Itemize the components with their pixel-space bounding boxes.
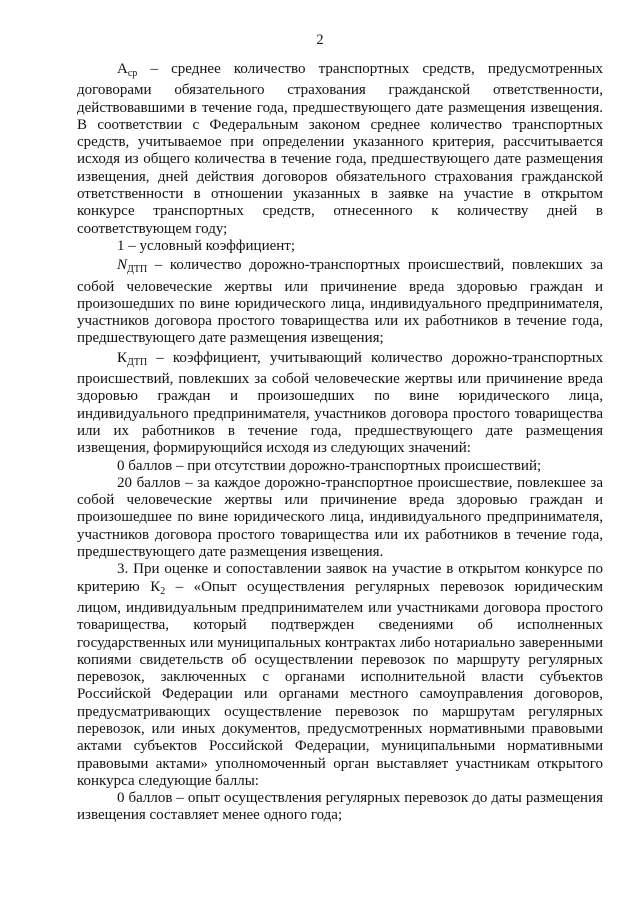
paragraph-criterion-k2: 3. При оценке и сопоставлении заявок на участие в открытом конкурсе по критерию $К_2$ – «Опыт осуществления регулярных перевозок юридическим лицом, индивидуальным предпринимателем или участниками договора простого товарищества, который подтвержден сведениями об исполненных государственных или муниципальных контрактах либо нотариально заверенными копиями свидетельств об осуществлении перевозок по маршруту регулярных перевозок, заключенных с органами исполнительной власти субъектов Российской Федерации или органами местного самоуправления договоров, предусматривающих осуществление перевозок по маршрутам регулярных перевозок, или иных документов, предусмотренных нормативными правовыми актами субъектов Российской Федерации, муниципальными нормативными правовыми актами» уполномоченный орган выставляет участникам открытого конкурса следующие баллы: [77,561,603,789]
paragraph-n-dtp: $N_{ДТП}$ – количество дорожно-транспортных происшествий, повлекших за собой человеческие жертвы или причинение вреда здоровью граждан и произошедших по вине юридического лица, индивидуального предпринимателя, участников договора простого товарищества или их работников в течение года, предшествующего дате размещения извещения; [77,257,603,347]
page-number: 2 [316,32,324,48]
symbol-k2-subscript: 2 [160,585,166,597]
paragraph-twenty-points: 20 баллов – за каждое дорожно-транспортное происшествие, повлекшее за собой человеческие жертвы или причинение вреда здоровью граждан и произошедшее по вине юридического лица, индивидуального предпринимателя, участников договора простого товарищества или их работников в течение года, предшествующего дате размещения извещения. [77,474,603,561]
symbol-a-avg: $A_{ср}$ [117,61,138,79]
document-body [77,61,603,825]
paragraph-a-avg: $A_{ср}$ – среднее количество транспортных средств, предусмотренных договорами обязательного страхования гражданской ответственности, действовавшими в течение года, предшествующего дате размещения извещения. В соответствии с Федеральным законом среднее количество транспортных средств, учитываемое при определении указанного критерия, рассчитывается исходя из общего количества в течение года, предшествующего дате размещения извещения, дней действия договоров обязательного страхования гражданской ответственности в отношении указанных в заявке на участие в открытом конкурсе транспортных средств, отнесенного к количеству дней в соответствующем году; [77,61,603,237]
paragraph-zero-points-no-accidents: 0 баллов – при отсутствии дорожно-транспортных происшествий; [117,457,542,474]
paragraph-zero-points-experience: 0 баллов – опыт осуществления регулярных перевозок до даты размещения извещения составляет менее одного года; [77,790,603,824]
paragraph-conditional-coefficient: 1 – условный коэффициент; [117,237,296,254]
symbol-n-dtp: $N_{ДТП}$ [117,257,148,276]
symbol-k-dtp: $К_{ДТП}$ [117,349,148,368]
paragraph-k-dtp: $К_{ДТП}$ – коэффициент, учитывающий количество дорожно-транспортных происшествий, повлекших за собой человеческие жертвы или причинение вреда здоровью граждан и произошедших по вине юридического лица, индивидуального предпринимателя, участников договора простого товарищества или их работников в течение года, предшествующего дате размещения извещения, формирующийся исходя из следующих значений: [77,349,603,457]
